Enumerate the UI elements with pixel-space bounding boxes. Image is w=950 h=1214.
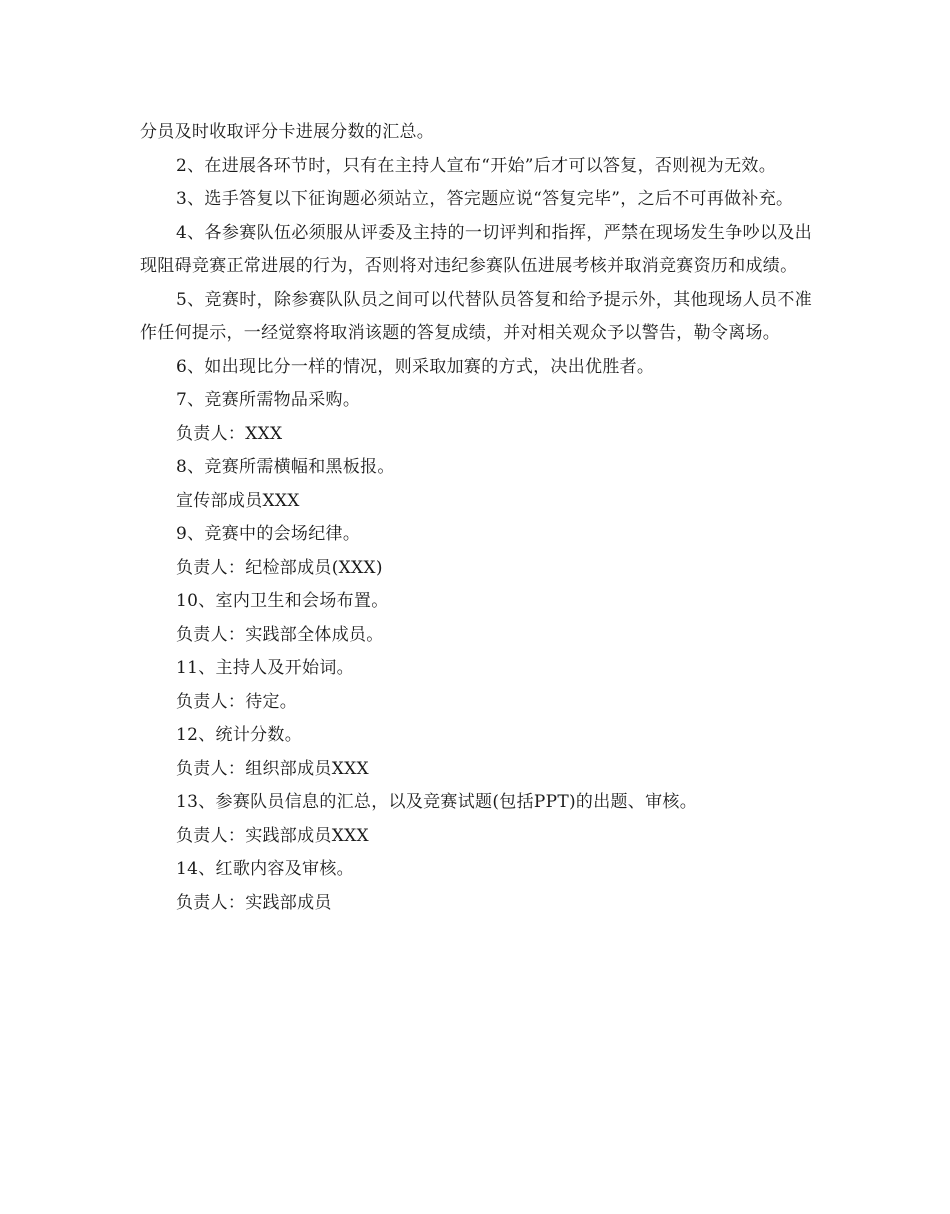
paragraph: 13、参赛队员信息的汇总，以及竞赛试题(包括PPT)的出题、审核。 bbox=[176, 792, 698, 812]
paragraph: 11、主持人及开始词。 bbox=[176, 658, 354, 678]
paragraph: 负责人：实践部成员XXX bbox=[176, 825, 369, 846]
paragraph: 3、选手答复以下征询题必须站立，答完题应说“答复完毕”，之后不可再做补充。 bbox=[176, 189, 794, 209]
paragraph: 负责人：XXX bbox=[176, 423, 283, 444]
paragraph: 12、统计分数。 bbox=[176, 725, 303, 745]
paragraph: 10、室内卫生和会场布置。 bbox=[176, 591, 389, 611]
paragraph: 负责人：实践部全体成员。 bbox=[176, 624, 384, 645]
paragraph: 2、在进展各环节时，只有在主持人宣布“开始”后才可以答复，否则视为无效。 bbox=[176, 155, 776, 176]
paragraph: 7、竞赛所需物品采购。 bbox=[176, 390, 361, 410]
document-body bbox=[140, 116, 812, 920]
paragraph: 负责人：待定。 bbox=[176, 691, 298, 712]
paragraph: 负责人：实践部成员 bbox=[176, 892, 332, 913]
paragraph: 9、竞赛中的会场纪律。 bbox=[176, 524, 361, 544]
paragraph: 8、竞赛所需横幅和黑板报。 bbox=[176, 457, 395, 477]
paragraph: 宣传部成员XXX bbox=[176, 490, 300, 511]
paragraph: 负责人：组织部成员XXX bbox=[176, 758, 369, 779]
paragraph: 6、如出现比分一样的情况，则采取加赛的方式，决出优胜者。 bbox=[176, 356, 655, 377]
paragraph: 5、竞赛时，除参赛队队员之间可以代替队员答复和给予提示外，其他现场人员不准作任何提示，一经觉察将取消该题的答复成绩，并对相关观众予以警告，勒令离场。 bbox=[140, 289, 812, 343]
paragraph: 14、红歌内容及审核。 bbox=[176, 859, 354, 879]
paragraph: 4、各参赛队伍必须服从评委及主持的一切评判和指挥，严禁在现场发生争吵以及出现阻碍竞赛正常进展的行为，否则将对违纪参赛队伍进展考核并取消竞赛资历和成绩。 bbox=[140, 222, 812, 276]
paragraph: 分员及时收取评分卡进展分数的汇总。 bbox=[140, 122, 435, 142]
paragraph: 负责人：纪检部成员(XXX) bbox=[176, 557, 383, 578]
